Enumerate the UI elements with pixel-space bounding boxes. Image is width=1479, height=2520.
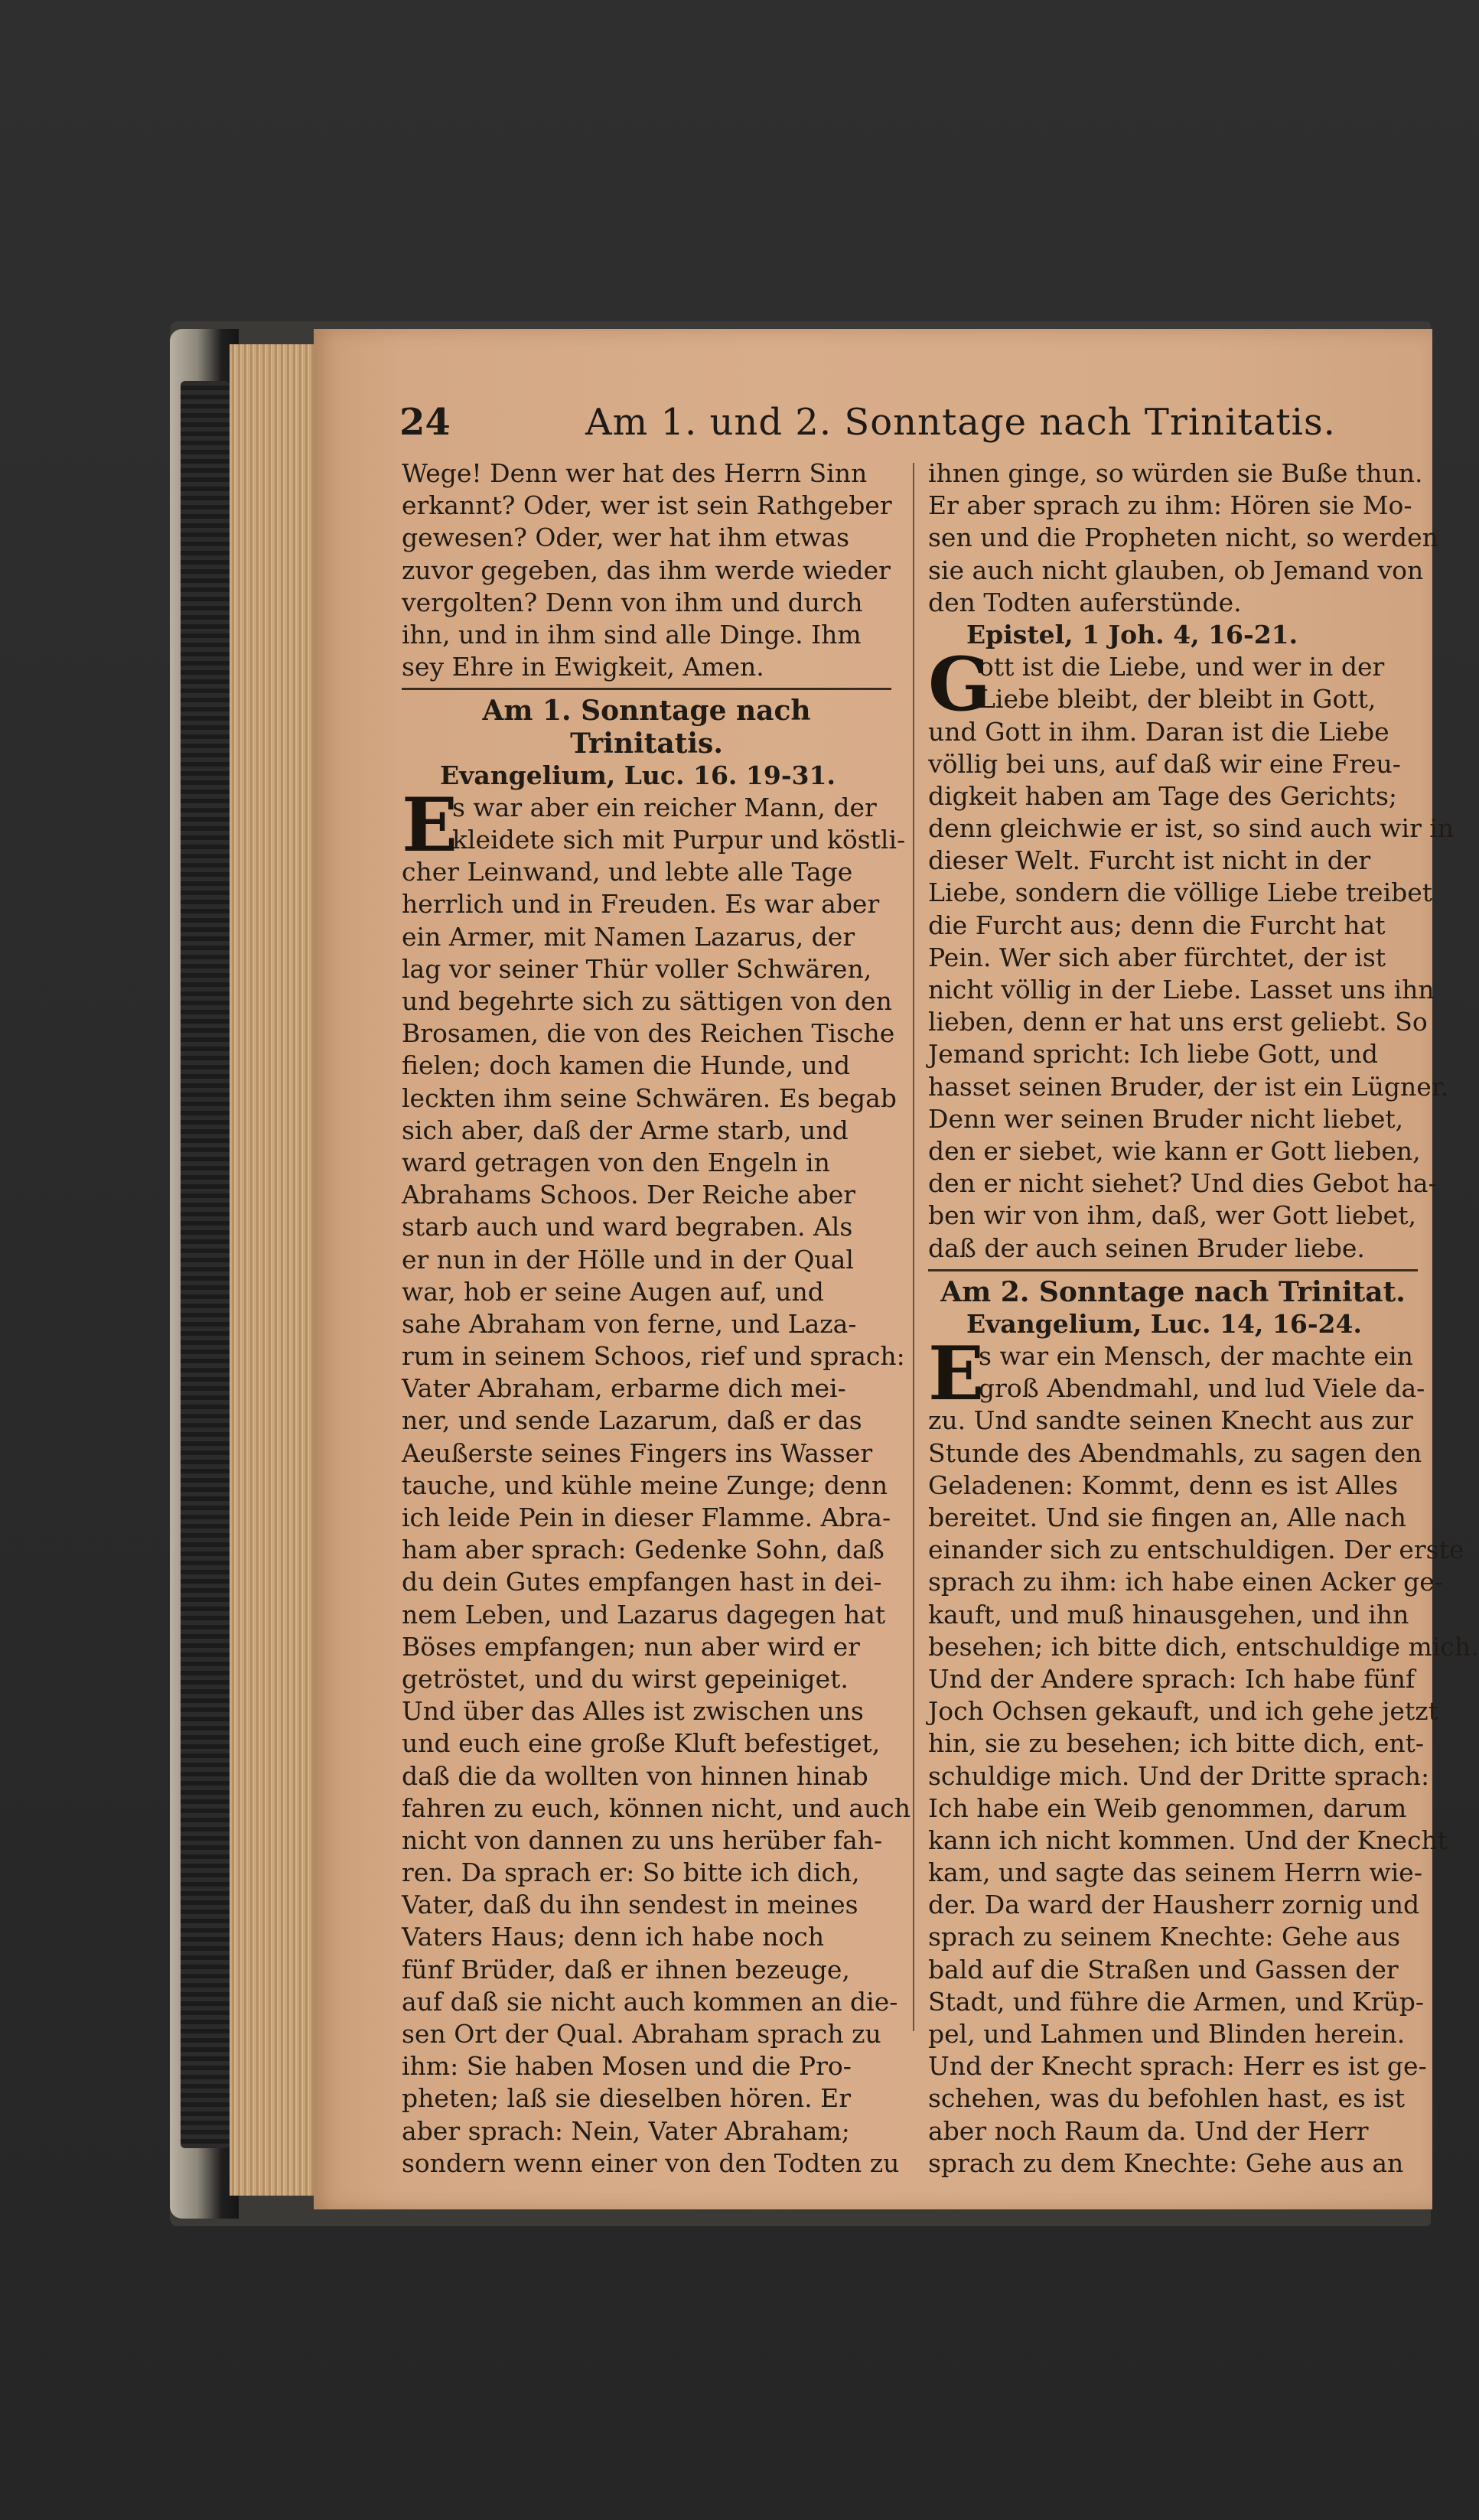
text-line: ihn, und in ihm sind alle Dinge. Ihm <box>402 619 862 650</box>
text-line: und Gott in ihm. Daran ist die Liebe <box>928 716 1389 747</box>
gospel-reference: Evangelium, Luc. 14, 16-24. <box>966 1308 1362 1339</box>
text-line: groß Abendmahl, und lud Viele da- <box>979 1373 1425 1404</box>
text-line: ner, und sende Lazarum, daß er das <box>402 1405 862 1436</box>
text-line: daß die da wollten von hinnen hinab <box>402 1760 868 1791</box>
right-column <box>928 457 1479 2180</box>
section-title-line: Am 1. Sonntage nach <box>482 695 811 728</box>
text-line: schuldige mich. Und der Dritte sprach: <box>928 1760 1430 1791</box>
text-line: aber sprach: Nein, Vater Abraham; <box>402 2115 850 2146</box>
text-line: Vater, daß du ihn sendest in meines <box>402 1890 858 1920</box>
text-line: ein Armer, mit Namen Lazarus, der <box>402 921 855 952</box>
left-column <box>402 457 911 2180</box>
text-line: Liebe bleibt, der bleibt in Gott, <box>979 684 1376 715</box>
drop-cap: E <box>402 781 458 868</box>
text-line: dieser Welt. Furcht ist nicht in der <box>928 845 1371 876</box>
gospel-text <box>402 781 911 2180</box>
text-line: Liebe, sondern die völlige Liebe treibet <box>928 877 1433 908</box>
text-line: sahe Abraham von ferne, und Laza- <box>402 1308 857 1339</box>
text-line: einander sich zu entschuldigen. Der erste <box>928 1535 1464 1565</box>
text-line: nicht völlig in der Liebe. Lasset uns ihn <box>928 975 1435 1004</box>
section-rule <box>928 1269 1418 1271</box>
text-line: ich leide Pein in dieser Flamme. Abra- <box>402 1503 891 1532</box>
text-line: ihm: Sie haben Mosen und die Pro- <box>402 2051 852 2082</box>
text-line: den er nicht siehet? Und dies Gebot ha- <box>928 1168 1437 1199</box>
text-line: sie auch nicht glauben, ob Jemand von <box>928 555 1424 585</box>
running-title: Am 1. und 2. Sonntage nach Trinitatis. <box>585 401 1336 444</box>
gospel-reference: Evangelium, Luc. 16. 19-31. <box>440 760 836 790</box>
text-line: hasset seinen Bruder, der ist ein Lügner. <box>928 1071 1449 1102</box>
text-line: starb auch und ward begraben. Als <box>402 1212 853 1242</box>
gospel-block <box>928 1330 1479 2180</box>
text-line: Geladenen: Kommt, denn es ist Alles <box>928 1470 1399 1500</box>
text-line: Stunde des Abendmahls, zu sagen den <box>928 1437 1422 1468</box>
text-line: Vaters Haus; denn ich habe noch <box>402 1922 825 1952</box>
text-line: pheten; laß sie dieselben hören. Er <box>402 2083 851 2114</box>
text-line: Pein. Wer sich aber fürchtet, der ist <box>928 942 1386 972</box>
section-rule <box>402 688 891 690</box>
text-line: auf daß sie nicht auch kommen an die- <box>402 1986 898 2017</box>
text-line: völlig bei uns, auf daß wir eine Freu- <box>928 748 1401 779</box>
text-line: den Todten auferstünde. <box>928 587 1242 617</box>
text-line: fielen; doch kamen die Hunde, und <box>402 1050 851 1081</box>
text-line: kauft, und muß hinausgehen, und ihn <box>928 1599 1409 1630</box>
gospel-block <box>402 781 911 2180</box>
gospel-text <box>928 1330 1479 2180</box>
text-line: Böses empfangen; nun aber wird er <box>402 1631 860 1662</box>
text-line: Und der Knecht sprach: Herr es ist ge- <box>928 2051 1427 2082</box>
text-line: ihnen ginge, so würden sie Buße thun. <box>928 458 1423 488</box>
text-line: Und über das Alles ist zwischen uns <box>402 1696 864 1727</box>
text-line: sey Ehre in Ewigkeit, Amen. <box>402 652 764 682</box>
text-line: erkannt? Oder, wer ist sein Rathgeber <box>402 490 892 521</box>
text-line: ben wir von ihm, daß, wer Gott liebet, <box>928 1200 1416 1231</box>
page-edges <box>230 344 321 2196</box>
text-line: bereitet. Und sie fingen an, Alle nach <box>928 1503 1406 1532</box>
text-line: sen Ort der Qual. Abraham sprach zu <box>402 2019 881 2049</box>
text-line: kleidete sich mit Purpur und köstli- <box>452 825 906 855</box>
text-line: ott ist die Liebe, und wer in der <box>979 652 1385 682</box>
drop-cap: G <box>928 641 991 728</box>
text-line: Aeußerste seines Fingers ins Wasser <box>402 1437 873 1468</box>
text-line: sen und die Propheten nicht, so werden <box>928 523 1438 553</box>
text-line: Wege! Denn wer hat des Herrn Sinn <box>402 458 868 488</box>
text-line: Ich habe ein Weib genommen, darum <box>928 1792 1407 1823</box>
text-line: kann ich nicht kommen. Und der Knecht <box>928 1825 1448 1855</box>
text-line: denn gleichwie er ist, so sind auch wir in <box>928 813 1455 844</box>
text-line: schehen, was du befohlen hast, es ist <box>928 2083 1406 2114</box>
text-line: daß der auch seinen Bruder liebe. <box>928 1232 1365 1263</box>
text-line: s war aber ein reicher Mann, der <box>452 792 877 822</box>
text-line: pel, und Lahmen und Blinden herein. <box>928 2019 1406 2049</box>
text-line: s war ein Mensch, der machte ein <box>979 1341 1413 1372</box>
page-number: 24 <box>399 401 451 444</box>
text-line: herrlich und in Freuden. Es war aber <box>402 889 880 920</box>
epistle-reference: Epistel, 1 Joh. 4, 16-21. <box>966 619 1298 650</box>
text-line: cher Leinwand, und lebte alle Tage <box>402 857 853 887</box>
text-line: du dein Gutes empfangen hast in dei- <box>402 1567 882 1597</box>
text-line: ren. Da sprach er: So bitte ich dich, <box>402 1857 860 1888</box>
text-line: fünf Brüder, daß er ihnen bezeuge, <box>402 1954 850 1984</box>
epistle-block <box>928 641 1455 1265</box>
section-title-line: Trinitatis. <box>570 727 723 760</box>
text-line: sprach zu seinem Knechte: Gehe aus <box>928 1922 1401 1952</box>
text-line: war, hob er seine Augen auf, und <box>402 1276 824 1307</box>
text-line: der. Da ward der Hausherr zornig und <box>928 1890 1420 1920</box>
text-line: fahren zu euch, können nicht, und auch <box>402 1792 911 1823</box>
text-line: sprach zu dem Knechte: Gehe aus an <box>928 2147 1404 2178</box>
text-line: Joch Ochsen gekauft, und ich gehe jetzt <box>928 1696 1438 1727</box>
text-line: tauche, und kühle meine Zunge; denn <box>402 1470 888 1500</box>
drop-cap: E <box>928 1330 985 1418</box>
text-line: lieben, denn er hat uns erst geliebt. So <box>928 1007 1428 1037</box>
epistle-text <box>928 641 1455 1265</box>
text-line: besehen; ich bitte dich, entschuldige mich. <box>928 1631 1479 1662</box>
text-line: rum in seinem Schoos, rief und sprach: <box>402 1341 905 1372</box>
text-line: Vater Abraham, erbarme dich mei- <box>402 1373 846 1404</box>
left-top-text <box>402 457 891 683</box>
text-line: leckten ihm seine Schwären. Es begab <box>402 1083 897 1113</box>
text-line: kam, und sagte das seinem Herrn wie- <box>928 1857 1422 1888</box>
text-line: bald auf die Straßen und Gassen der <box>928 1954 1399 1984</box>
text-line: getröstet, und du wirst gepeiniget. <box>402 1663 849 1694</box>
text-line: er nun in der Hölle und in der Qual <box>402 1244 854 1275</box>
text-line: Jemand spricht: Ich liebe Gott, und <box>928 1039 1378 1070</box>
section-title: Am 2. Sonntage nach Trinitat. <box>940 1275 1406 1308</box>
column-divider <box>913 463 914 2031</box>
text-line: sich aber, daß der Arme starb, und <box>402 1115 849 1145</box>
text-line: zu. Und sandte seinen Knecht aus zur <box>928 1405 1413 1436</box>
right-top-text <box>928 457 1438 619</box>
text-line: Und der Andere sprach: Ich habe fünf <box>928 1663 1415 1694</box>
text-line: Brosamen, die von des Reichen Tische <box>402 1018 895 1049</box>
text-line: nicht von dannen zu uns herüber fah- <box>402 1825 883 1855</box>
text-line: Er aber sprach zu ihm: Hören sie Mo- <box>928 490 1412 521</box>
text-line: sprach zu ihm: ich habe einen Acker ge- <box>928 1567 1443 1597</box>
text-line: hin, sie zu besehen; ich bitte dich, ent- <box>928 1728 1425 1759</box>
text-line: die Furcht aus; denn die Furcht hat <box>928 910 1386 940</box>
text-line: und begehrte sich zu sättigen von den <box>402 986 892 1016</box>
text-line: zuvor gegeben, das ihm werde wieder <box>402 555 891 585</box>
text-line: Abrahams Schoos. Der Reiche aber <box>402 1180 856 1210</box>
text-line: nem Leben, und Lazarus dagegen hat <box>402 1599 886 1630</box>
book-spine <box>181 381 230 2148</box>
text-line: und euch eine große Kluft befestiget, <box>402 1728 881 1759</box>
running-header <box>390 398 1408 451</box>
text-line: den er siebet, wie kann er Gott lieben, <box>928 1135 1421 1166</box>
text-line: ward getragen von den Engeln in <box>402 1147 830 1177</box>
text-line: aber noch Raum da. Und der Herr <box>928 2115 1369 2146</box>
text-line: Stadt, und führe die Armen, und Krüp- <box>928 1986 1424 2017</box>
text-line: digkeit haben am Tage des Gerichts; <box>928 780 1398 811</box>
text-line: ham aber sprach: Gedenke Sohn, daß <box>402 1535 884 1565</box>
text-line: sondern wenn einer von den Todten zu <box>402 2147 900 2178</box>
text-line: vergolten? Denn von ihm und durch <box>402 587 863 617</box>
text-line: gewesen? Oder, wer hat ihm etwas <box>402 523 850 553</box>
text-line: Denn wer seinen Bruder nicht liebet, <box>928 1103 1404 1134</box>
text-line: lag vor seiner Thür voller Schwären, <box>402 953 872 984</box>
